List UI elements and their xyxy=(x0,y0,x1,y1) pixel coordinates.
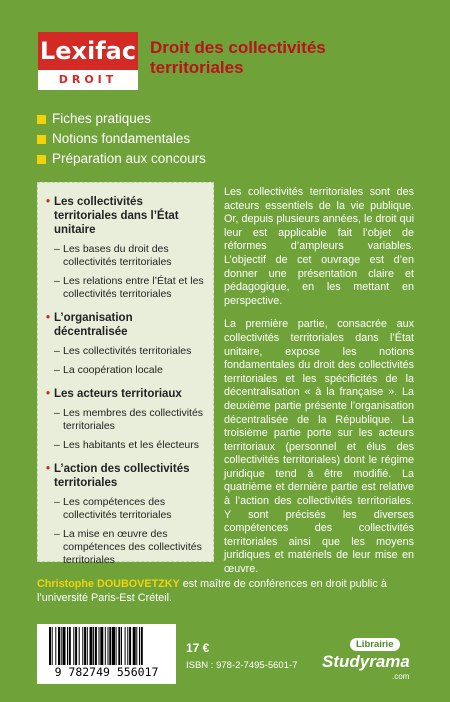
barcode-bar xyxy=(67,627,68,665)
barcode-bar xyxy=(109,627,111,665)
table-of-contents xyxy=(37,182,214,566)
toc-heading: L’organisation décentralisée xyxy=(54,312,133,338)
barcode-bar xyxy=(79,627,80,665)
toc-section: • Les acteurs territoriaux – Les membres des collectivités territoriales – Les habitants et les électeurs xyxy=(46,387,207,452)
bullet-icon: • xyxy=(46,463,51,475)
barcode-bar xyxy=(133,627,136,665)
bullet-square-icon xyxy=(37,115,46,124)
bullet-icon: • xyxy=(46,312,51,324)
barcode-bar xyxy=(87,627,88,665)
publisher-logo xyxy=(320,634,415,684)
toc-item: Les compétences des collectivités territoriales xyxy=(63,496,172,521)
logo-brand: Lexifac xyxy=(38,32,138,70)
barcode-bar xyxy=(58,627,60,665)
barcode-bar xyxy=(93,627,94,665)
barcode-bar xyxy=(136,627,137,665)
barcode-bar xyxy=(82,627,83,665)
publisher-name: Studyrama xyxy=(322,652,410,671)
barcode-bar xyxy=(121,627,122,665)
toc-section: • L’action des collectivités territoriales – Les compétences des collectivités territoriales – La mise en œuvre des compétences des collectivités territoriales xyxy=(46,462,207,567)
toc-item: Les bases du droit des collectivités territoriales xyxy=(63,243,172,268)
bullet-icon: • xyxy=(46,388,51,400)
isbn: ISBN : 978-2-7495-5601-7 xyxy=(186,660,298,671)
barcode-bar xyxy=(52,627,53,665)
feature-item: Fiches pratiques xyxy=(37,109,206,129)
barcode-bars xyxy=(49,627,164,665)
toc-section: • Les collectivités territoriales dans l’État unitaire – Les bases du droit des collectivités territoriales – Les relations entre l’État et les collectivités territoriales xyxy=(46,195,207,301)
barcode-bar xyxy=(84,627,86,665)
barcode-number: 9 782749 556017 xyxy=(54,665,159,679)
toc-section: • L’organisation décentralisée – Les collectivités territoriales – La coopération locale xyxy=(46,311,207,377)
description xyxy=(224,186,414,587)
feature-list xyxy=(37,109,206,169)
barcode-bar xyxy=(73,627,74,665)
barcode-bar xyxy=(112,627,115,665)
feature-item: Notions fondamentales xyxy=(37,129,206,149)
barcode-bar xyxy=(69,627,71,665)
toc-heading: L’action des collectivités territoriales xyxy=(54,463,190,489)
toc-heading: Les collectivités territoriales dans l’État unitaire xyxy=(54,196,179,236)
bullet-square-icon xyxy=(37,155,46,164)
barcode-bar xyxy=(95,627,97,665)
author-bio xyxy=(37,577,417,605)
bullet-icon: • xyxy=(46,196,51,208)
barcode-bar xyxy=(55,627,56,665)
barcode-bar xyxy=(61,627,62,665)
barcode-bar xyxy=(75,627,77,665)
author-name: Christophe DOUBOVETZKY xyxy=(37,578,180,590)
bullet-square-icon xyxy=(37,135,46,144)
barcode-bar xyxy=(100,627,103,665)
barcode-bar xyxy=(129,627,131,665)
toc-item: Les habitants et les électeurs xyxy=(63,439,199,451)
toc-item: Les relations entre l’État et les collectivités territoriales xyxy=(63,275,204,300)
barcode-bar xyxy=(141,627,143,665)
toc-item: Les membres des collectivités territoriales xyxy=(63,407,204,432)
feature-item: Préparation aux concours xyxy=(37,149,206,169)
barcode-bar xyxy=(118,627,120,665)
barcode-bar xyxy=(105,627,106,665)
description-paragraph: Les collectivités territoriales sont des acteurs essentiels de la vie publique. Or, depuis plusieurs années, le droit qui leur est applicable fait l’objet de réformes d’ampleurs variables. L’objectif de cet ouvrage est d’en donner une présentation claire et pédagogique, en les mettant en perspective. xyxy=(224,186,414,307)
toc-item: La coopération locale xyxy=(63,364,163,376)
price: 17 € xyxy=(186,641,210,655)
description-paragraph: La première partie, consacrée aux collectivités territoriales dans l’État unitaire, expose les notions fondamentales du droit des collectivités territoriales et les spécificités de la décentralisation « à la française ». La deuxième partie présente l’organisation décentralisée de la République. La troisième partie porte sur les acteurs territoriaux (personnel et élus des collectivités territoriales) dont le régime juridique tend à être modifié. La quatrième et dernière partie est relative à l’action des collectivités territoriales. Y sont précisés les diverses compétences des collectivités territoriales ainsi que les moyens juridiques et matériels de leur mise en œuvre. xyxy=(224,318,414,576)
barcode-bar xyxy=(90,627,93,665)
logo-series: DROIT xyxy=(38,70,138,90)
lexifac-logo xyxy=(38,32,138,90)
toc-heading: Les acteurs territoriaux xyxy=(54,388,182,400)
barcode-bar xyxy=(125,627,126,665)
book-title: Droit des collectivités territoriales xyxy=(150,38,326,77)
barcode-bar xyxy=(108,627,109,665)
barcode-bar xyxy=(127,627,128,665)
barcode-bar xyxy=(63,627,66,665)
author-description: est maître de conférences en droit public à l’université Paris-Est Créteil. xyxy=(37,578,387,604)
barcode xyxy=(37,624,176,684)
barcode-bar xyxy=(49,627,51,665)
toc-item: Les collectivités territoriales xyxy=(63,345,192,357)
barcode-bar xyxy=(116,627,117,665)
toc-item: La mise en œuvre des compétences des collectivités territoriales xyxy=(63,528,202,566)
barcode-bar xyxy=(139,627,140,665)
barcode-bar xyxy=(99,627,100,665)
publisher-suffix: .com xyxy=(392,672,410,681)
publisher-badge: Librairie xyxy=(350,638,400,651)
